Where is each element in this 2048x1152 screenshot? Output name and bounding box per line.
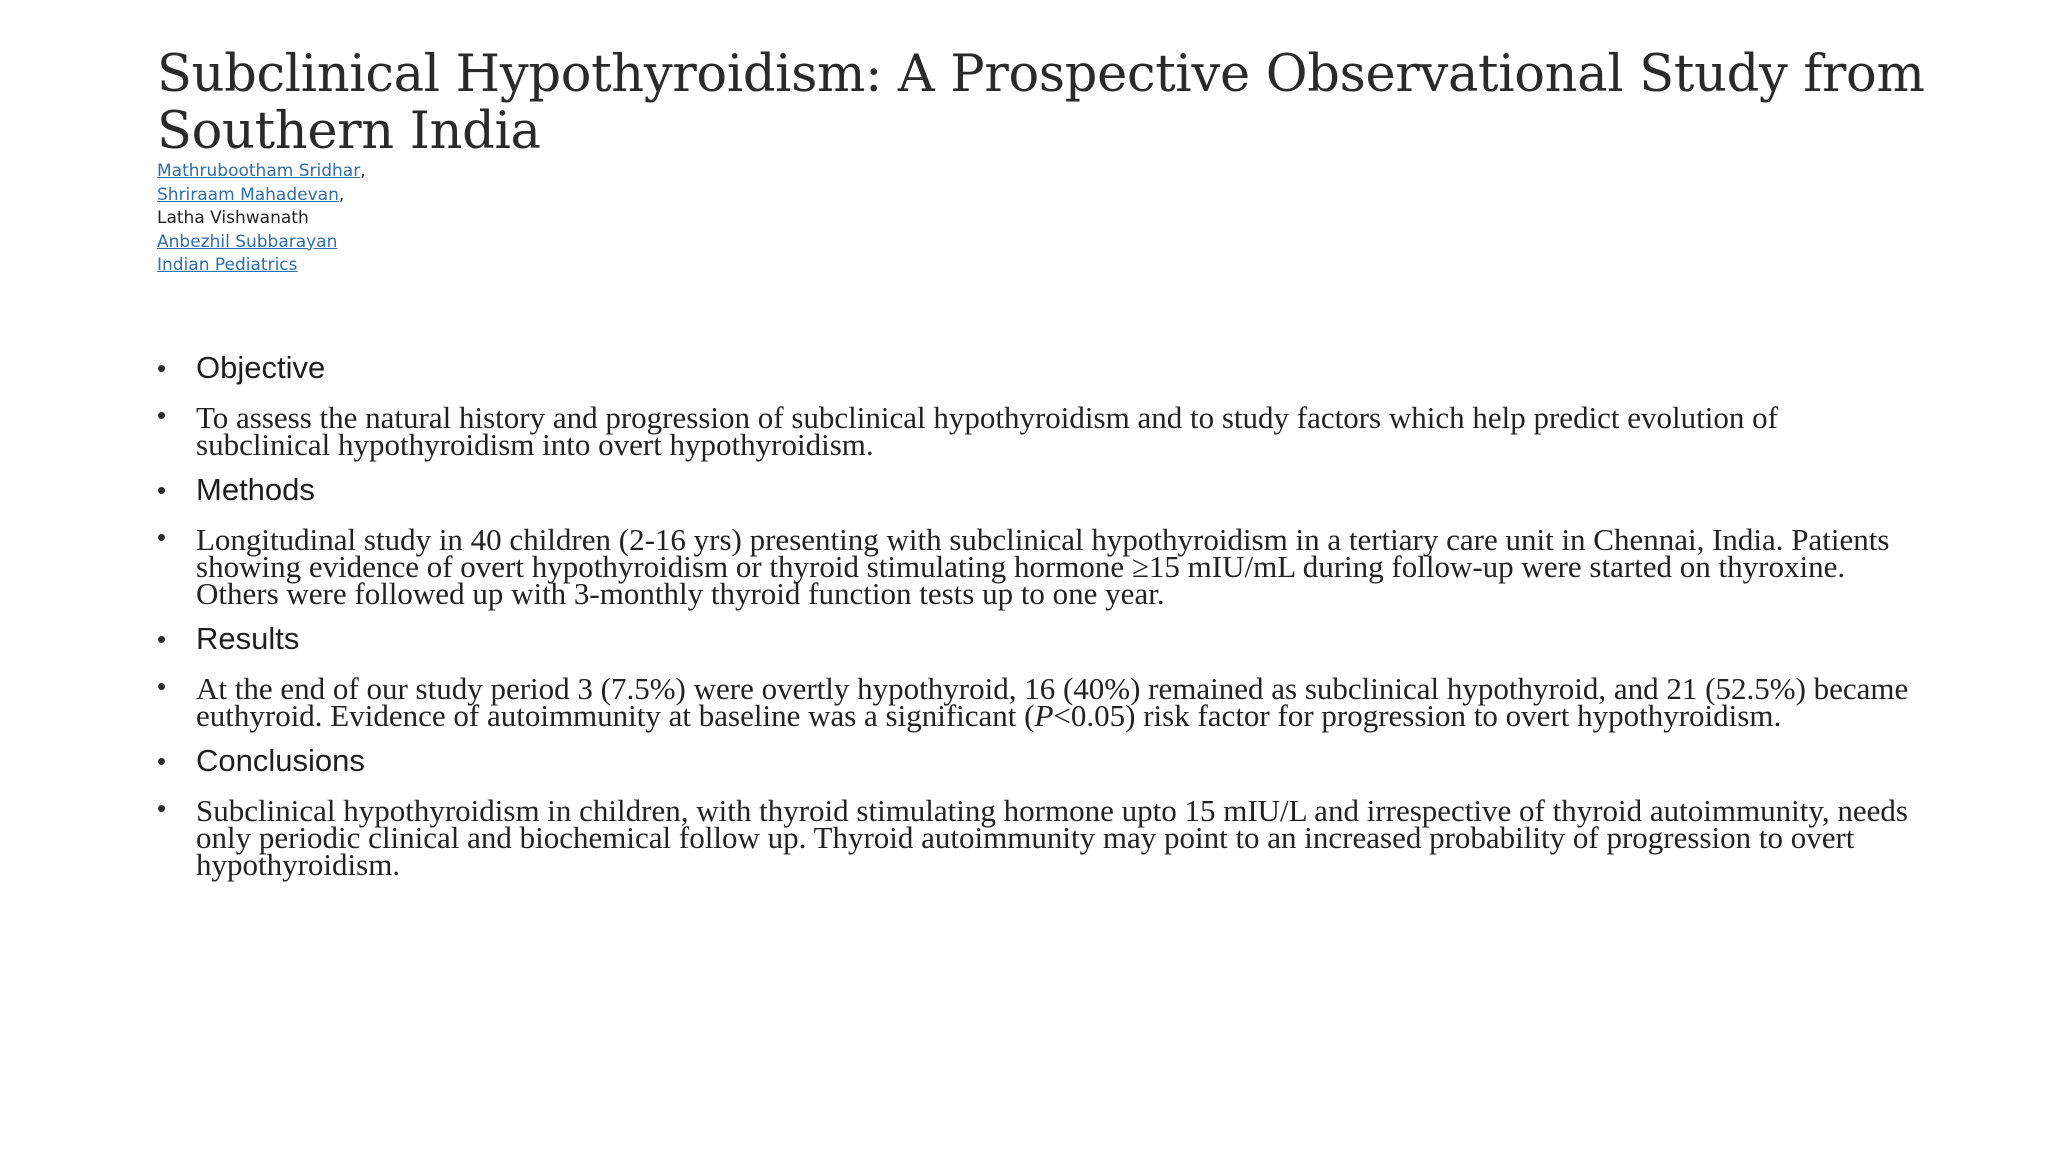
p-value-symbol: P: [1034, 698, 1054, 733]
author-line: [157, 160, 366, 184]
section-body-results: [157, 669, 1917, 733]
author-separator: ,: [338, 184, 345, 205]
results-text-part-2: <0.05) risk factor for progression to overt hypothyroidism.: [1053, 698, 1782, 733]
abstract-list: [157, 350, 1917, 892]
author-link-sridhar[interactable]: Mathrubootham Sridhar: [157, 161, 361, 181]
author-line: [157, 231, 366, 255]
section-heading-methods: • Methods: [157, 472, 1917, 508]
author-link-mahadevan[interactable]: Shriraam Mahadevan: [157, 184, 339, 205]
journal-link[interactable]: Indian Pediatrics: [157, 255, 298, 275]
author-link-subbarayan[interactable]: Anbezhil Subbarayan: [157, 231, 338, 252]
author-line: [157, 184, 366, 208]
journal-line: [157, 254, 366, 278]
section-heading-objective: • Objective: [157, 350, 1917, 386]
author-name-vishwanath: Latha Vishwanath: [157, 208, 309, 228]
results-text-part-1: At the end of our study period 3 (7.5%) were overtly hypothyroid, 16 (40%) remained as subclinical hypothyroid, and 21 (52.5%) became euthyroid. Evidence of autoimmunity at baseline was a significant (: [196, 671, 1909, 733]
section-heading-results: • Results: [157, 621, 1917, 657]
section-body-conclusions: • Subclinical hypothyroidism in children, with thyroid stimulating hormone upto 15 mIU/L and irrespective of thyroid autoimmunity, needs only periodic clinical and biochemical follow up. Thyroid autoimmunity may point to an increased probability of progression to overt hypothyroidism.: [157, 791, 1917, 878]
paper-title: Subclinical Hypothyroidism: A Prospective Observational Study from Southern India: [157, 45, 1925, 161]
section-heading-conclusions: • Conclusions: [157, 743, 1917, 779]
author-list: [157, 160, 366, 278]
section-body-objective: • To assess the natural history and progression of subclinical hypothyroidism and to study factors which help predict evolution of subclinical hypothyroidism into overt hypothyroidism.: [157, 398, 1917, 458]
section-body-methods: • Longitudinal study in 40 children (2-16 yrs) presenting with subclinical hypothyroidism in a tertiary care unit in Chennai, India. Patients showing evidence of overt hypothyroidism or thyroid stimulating hormone ≥15 mIU/mL during follow-up were started on thyroxine. Others were followed up with 3-monthly thyroid function tests up to one year.: [157, 520, 1917, 607]
author-separator: ,: [360, 161, 366, 181]
